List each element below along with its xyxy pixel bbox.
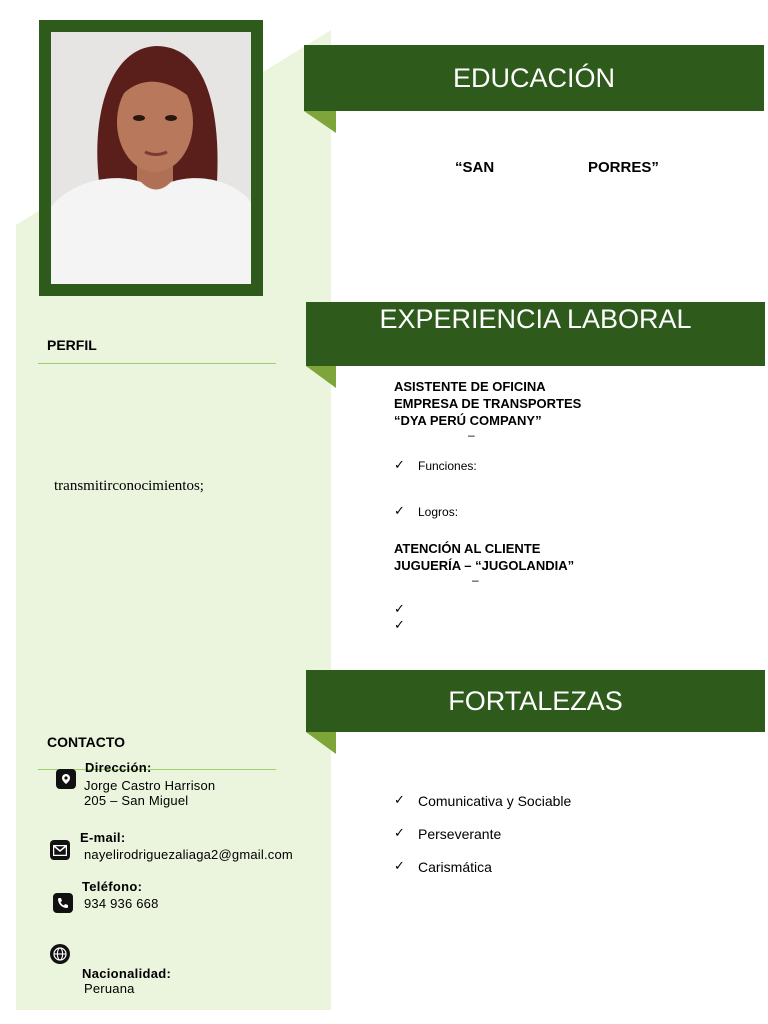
experience-banner: EXPERIENCIA LABORAL xyxy=(306,302,765,366)
strengths-banner-fold xyxy=(306,732,336,754)
job2-check-1: ✓ xyxy=(394,601,405,616)
job1-company: EMPRESA DE TRANSPORTES xyxy=(394,396,582,411)
job1-achievements-check: ✓ xyxy=(394,503,405,518)
job2-check-2: ✓ xyxy=(394,617,405,632)
email-label: E-mail: xyxy=(80,830,126,845)
globe-icon xyxy=(50,944,70,964)
nationality-label: Nacionalidad: xyxy=(82,966,172,981)
strength-item-2: Perseverante xyxy=(418,826,502,842)
experience-banner-fold xyxy=(306,366,336,388)
job2-title: ATENCIÓN AL CLIENTE xyxy=(394,541,541,556)
envelope-icon xyxy=(50,840,70,860)
job1-title: ASISTENTE DE OFICINA xyxy=(394,379,546,394)
email-value[interactable]: nayelirodriguezaliaga2@gmail.com xyxy=(84,847,293,862)
profile-text: transmitirconocimientos; xyxy=(54,478,204,494)
strength-check-1: ✓ xyxy=(394,792,405,807)
phone-value[interactable]: 934 936 668 xyxy=(84,896,159,911)
contact-heading: CONTACTO xyxy=(47,734,126,750)
strengths-banner: FORTALEZAS xyxy=(306,670,765,732)
education-banner: EDUCACIÓN xyxy=(304,45,764,111)
profile-photo-frame xyxy=(39,20,263,296)
job1-functions-label: Funciones: xyxy=(418,459,477,473)
job1-dash: – xyxy=(468,428,475,442)
profile-divider xyxy=(38,363,276,364)
strength-item-1: Comunicativa y Sociable xyxy=(418,793,572,809)
map-pin-icon xyxy=(56,769,76,789)
job2-dash: – xyxy=(472,573,479,587)
profile-photo xyxy=(51,32,251,284)
education-banner-fold xyxy=(304,111,336,133)
job1-company-name: “DYA PERÚ COMPANY” xyxy=(394,413,542,428)
job1-achievements-label: Logros: xyxy=(418,505,459,519)
profile-heading: PERFIL xyxy=(47,337,97,353)
address-line-2: 205 – San Miguel xyxy=(84,793,189,808)
address-line-1: Jorge Castro Harrison xyxy=(84,778,216,793)
job2-company: JUGUERÍA – “JUGOLANDIA” xyxy=(394,558,575,573)
phone-icon xyxy=(53,893,73,913)
strength-item-3: Carismática xyxy=(418,859,492,875)
strength-check-3: ✓ xyxy=(394,858,405,873)
address-label: Dirección: xyxy=(85,760,152,775)
strength-check-2: ✓ xyxy=(394,825,405,840)
education-school-part-1: “SAN xyxy=(455,159,495,176)
job1-functions-check: ✓ xyxy=(394,457,405,472)
nationality-value: Peruana xyxy=(84,981,135,996)
phone-label: Teléfono: xyxy=(82,879,143,894)
education-school-part-2: PORRES” xyxy=(588,159,659,176)
